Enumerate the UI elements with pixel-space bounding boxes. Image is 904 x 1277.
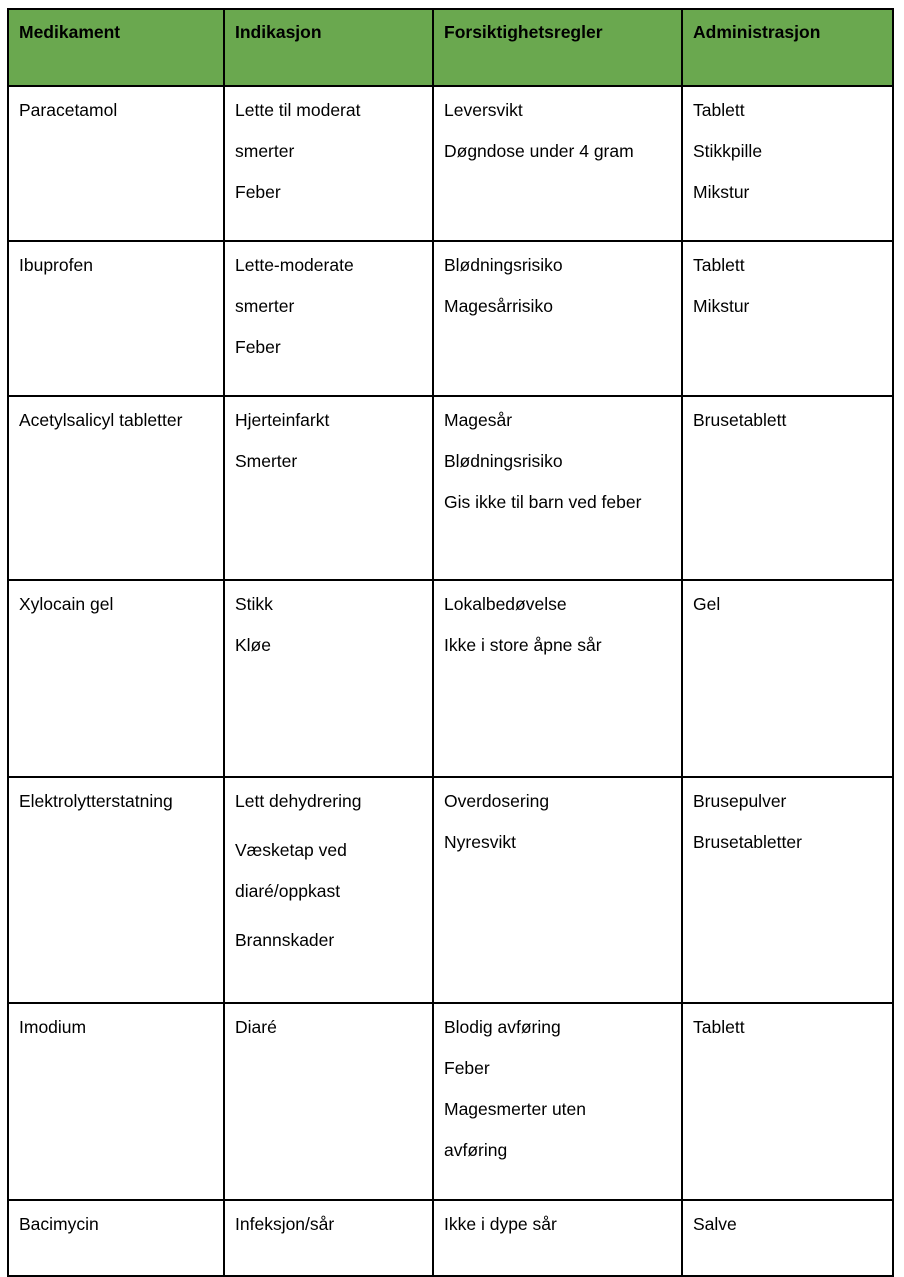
cell-line: avføring: [444, 1140, 508, 1160]
cell-line: Ibuprofen: [19, 255, 93, 275]
cell-administrasjon: [682, 1200, 893, 1276]
cell-line: Mikstur: [693, 296, 750, 316]
table-row: [8, 777, 893, 1003]
cell-line: Bacimycin: [19, 1214, 99, 1234]
medication-table: [7, 8, 894, 1277]
cell-line: Døgndose under 4 gram: [444, 141, 634, 161]
cell-indikasjon: [224, 1003, 433, 1200]
cell-line: Lett dehydrering: [235, 791, 362, 811]
cell-medikament: [8, 580, 224, 777]
cell-line: Magesår: [444, 410, 513, 430]
cell-line: Lokalbedøvelse: [444, 594, 567, 614]
cell-line: Brusepulver: [693, 791, 787, 811]
cell-administrasjon: [682, 1003, 893, 1200]
cell-line: Imodium: [19, 1017, 87, 1037]
cell-line: Feber: [444, 1058, 490, 1078]
cell-administrasjon: [682, 241, 893, 396]
cell-line: Hjerteinfarkt: [235, 410, 330, 430]
cell-line: Gel: [693, 594, 721, 614]
cell-line: Brannskader: [235, 930, 335, 950]
cell-line: Paracetamol: [19, 100, 118, 120]
table-row: [8, 241, 893, 396]
cell-line: Blødningsrisiko: [444, 451, 563, 471]
cell-administrasjon: [682, 580, 893, 777]
cell-line: Feber: [235, 182, 281, 202]
header-administrasjon: Administrasjon: [682, 9, 893, 86]
cell-line: Blodig avføring: [444, 1017, 561, 1037]
cell-line: Lette til moderat: [235, 100, 361, 120]
cell-administrasjon: [682, 777, 893, 1003]
table-row: [8, 580, 893, 777]
cell-indikasjon: [224, 396, 433, 580]
table-row: [8, 1200, 893, 1276]
header-medikament: Medikament: [8, 9, 224, 86]
cell-line: Overdosering: [444, 791, 550, 811]
cell-line: Brusetablett: [693, 410, 787, 430]
cell-line: Lette-moderate: [235, 255, 354, 275]
cell-forsiktighetsregler: [433, 241, 682, 396]
cell-forsiktighetsregler: [433, 1200, 682, 1276]
cell-administrasjon: [682, 86, 893, 241]
cell-line: Tablett: [693, 100, 745, 120]
cell-medikament: [8, 241, 224, 396]
cell-line: Feber: [235, 337, 281, 357]
cell-line: Diaré: [235, 1017, 277, 1037]
cell-line: smerter: [235, 141, 295, 161]
cell-forsiktighetsregler: [433, 396, 682, 580]
cell-administrasjon: [682, 396, 893, 580]
cell-medikament: [8, 1003, 224, 1200]
cell-indikasjon: [224, 241, 433, 396]
header-forsiktighetsregler: Forsiktighetsregler: [433, 9, 682, 86]
cell-line: Smerter: [235, 451, 298, 471]
cell-indikasjon: [224, 580, 433, 777]
cell-line: Kløe: [235, 635, 271, 655]
table-row: [8, 1003, 893, 1200]
cell-line: Væsketap ved: [235, 840, 347, 860]
cell-line: Brusetabletter: [693, 832, 802, 852]
cell-line: Leversvikt: [444, 100, 523, 120]
header-row: [8, 9, 893, 86]
cell-forsiktighetsregler: [433, 580, 682, 777]
cell-line: Nyresvikt: [444, 832, 516, 852]
table-row: [8, 396, 893, 580]
table-row: [8, 86, 893, 241]
cell-line: Salve: [693, 1214, 737, 1234]
cell-line: Xylocain gel: [19, 594, 114, 614]
cell-line: Magesårrisiko: [444, 296, 553, 316]
cell-medikament: [8, 396, 224, 580]
cell-medikament: [8, 1200, 224, 1276]
cell-line: smerter: [235, 296, 295, 316]
cell-line: Stikk: [235, 594, 273, 614]
cell-line: Gis ikke til barn ved feber: [444, 492, 642, 512]
cell-line: Ikke i store åpne sår: [444, 635, 602, 655]
cell-line: Magesmerter uten: [444, 1099, 587, 1119]
cell-medikament: [8, 777, 224, 1003]
cell-line: Blødningsrisiko: [444, 255, 563, 275]
cell-indikasjon: [224, 86, 433, 241]
cell-line: Acetylsalicyl tabletter: [19, 410, 183, 430]
header-indikasjon: Indikasjon: [224, 9, 433, 86]
cell-line: diaré/oppkast: [235, 881, 341, 901]
cell-line: Mikstur: [693, 182, 750, 202]
cell-line: Tablett: [693, 1017, 745, 1037]
cell-line: Stikkpille: [693, 141, 763, 161]
cell-line: Infeksjon/sår: [235, 1214, 335, 1234]
cell-forsiktighetsregler: [433, 777, 682, 1003]
cell-forsiktighetsregler: [433, 1003, 682, 1200]
cell-forsiktighetsregler: [433, 86, 682, 241]
cell-line: Tablett: [693, 255, 745, 275]
cell-line: Ikke i dype sår: [444, 1214, 557, 1234]
cell-medikament: [8, 86, 224, 241]
cell-indikasjon: [224, 777, 433, 1003]
cell-indikasjon: [224, 1200, 433, 1276]
cell-line: Elektrolytterstatning: [19, 791, 173, 811]
